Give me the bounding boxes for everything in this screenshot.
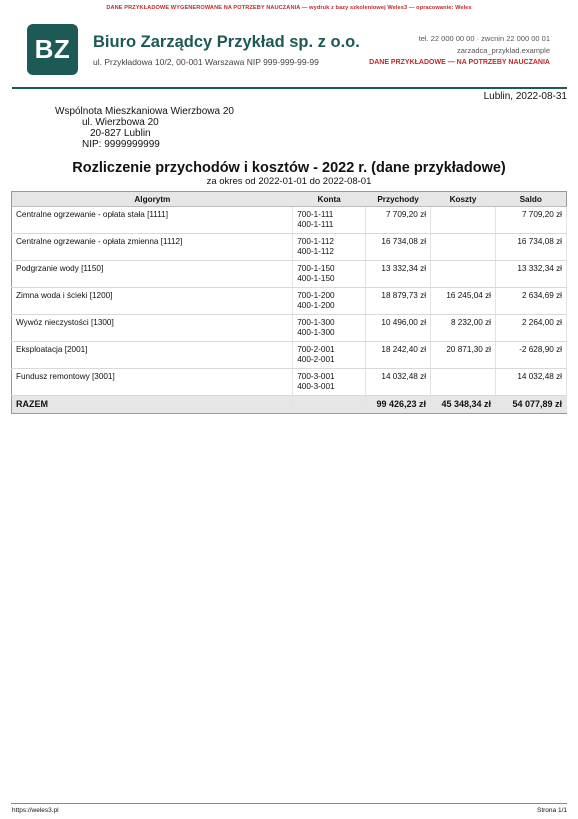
costs-cell: 20 871,30 zł bbox=[431, 342, 496, 369]
account-number: 700-1-300 bbox=[297, 318, 335, 327]
table-row bbox=[12, 315, 567, 342]
sample-data-banner: DANE PRZYKŁADOWE WYGENEROWANE NA POTRZEBY NAUCZANIA — wydruk z bazy szkoleniowej Weles3 — opracowanie: Weles bbox=[106, 5, 472, 11]
account-number: 700-1-111 bbox=[297, 210, 334, 219]
company-logo bbox=[27, 24, 78, 75]
recipient-name: Wspólnota Mieszkaniowa Wierzbowa 20 bbox=[55, 106, 234, 117]
account-number: 700-1-200 bbox=[297, 291, 335, 300]
accounts-cell bbox=[293, 234, 366, 261]
algorithm-cell: Eksploatacja [2001] bbox=[12, 342, 293, 369]
algorithm-cell: Podgrzanie wody [1150] bbox=[12, 261, 293, 288]
firm-contact-block bbox=[360, 33, 550, 69]
algorithm-cell: Fundusz remontowy [3001] bbox=[12, 369, 293, 396]
total-row bbox=[12, 396, 567, 414]
balance-cell: 14 032,48 zł bbox=[496, 369, 567, 396]
column-header-algorithm: Algorytm bbox=[12, 192, 293, 207]
firm-name: Biuro Zarządcy Przykład sp. z o.o. bbox=[93, 33, 360, 51]
table-row bbox=[12, 261, 567, 288]
costs-cell bbox=[431, 207, 496, 234]
table-row bbox=[12, 234, 567, 261]
income-cell: 18 242,40 zł bbox=[366, 342, 431, 369]
account-number: 400-1-150 bbox=[297, 274, 335, 283]
recipient-nip: NIP: 9999999999 bbox=[82, 139, 160, 150]
accounts-cell bbox=[293, 207, 366, 234]
total-income: 99 426,23 zł bbox=[366, 396, 431, 414]
table-row bbox=[12, 207, 567, 234]
income-cell: 14 032,48 zł bbox=[366, 369, 431, 396]
report-title: Rozliczenie przychodów i kosztów - 2022 r. (dane przykładowe) bbox=[72, 160, 506, 176]
costs-cell bbox=[431, 234, 496, 261]
recipient-street: ul. Wierzbowa 20 bbox=[82, 117, 159, 128]
table-row bbox=[12, 288, 567, 315]
income-cell: 7 709,20 zł bbox=[366, 207, 431, 234]
balance-cell: 13 332,34 zł bbox=[496, 261, 567, 288]
column-header-accounts: Konta bbox=[293, 192, 366, 207]
costs-cell: 16 245,04 zł bbox=[431, 288, 496, 315]
income-cell: 13 332,34 zł bbox=[366, 261, 431, 288]
accounts-cell bbox=[293, 315, 366, 342]
algorithm-cell: Centralne ogrzewanie - opłata stała [1111] bbox=[12, 207, 293, 234]
costs-cell: 8 232,00 zł bbox=[431, 315, 496, 342]
sample-notice: DANE PRZYKŁADOWE — NA POTRZEBY NAUCZANIA bbox=[369, 59, 550, 66]
account-number: 400-2-001 bbox=[297, 355, 335, 364]
algorithm-cell: Centralne ogrzewanie - opłata zmienna [1112] bbox=[12, 234, 293, 261]
balance-cell: 16 734,08 zł bbox=[496, 234, 567, 261]
balance-cell: -2 628,90 zł bbox=[496, 342, 567, 369]
account-number: 400-1-300 bbox=[297, 328, 335, 337]
account-number: 700-1-150 bbox=[297, 264, 335, 273]
account-number: 400-1-111 bbox=[297, 220, 334, 229]
balance-cell: 2 634,69 zł bbox=[496, 288, 567, 315]
account-number: 400-1-200 bbox=[297, 301, 335, 310]
costs-cell bbox=[431, 261, 496, 288]
page-number: Strona 1/1 bbox=[537, 807, 567, 814]
algorithm-cell: Wywóz nieczystości [1300] bbox=[12, 315, 293, 342]
total-accounts-cell bbox=[293, 396, 366, 414]
table-row bbox=[12, 342, 567, 369]
place-date: Lublin, 2022-08-31 bbox=[483, 91, 567, 102]
accounts-cell bbox=[293, 288, 366, 315]
column-header-costs: Koszty bbox=[431, 192, 496, 207]
account-number: 400-3-001 bbox=[297, 382, 335, 391]
total-costs: 45 348,34 zł bbox=[431, 396, 496, 414]
settlement-table bbox=[11, 191, 567, 414]
balance-cell: 2 264,00 zł bbox=[496, 315, 567, 342]
email-line: zarzadca_przyklad.example bbox=[457, 46, 550, 55]
report-period: za okres od 2022-01-01 do 2022-08-01 bbox=[206, 176, 372, 187]
table-header-row bbox=[12, 192, 567, 207]
balance-cell: 7 709,20 zł bbox=[496, 207, 567, 234]
logo-text: BZ bbox=[34, 34, 71, 64]
income-cell: 16 734,08 zł bbox=[366, 234, 431, 261]
footer-divider bbox=[11, 803, 567, 804]
recipient-block bbox=[55, 106, 234, 150]
contact-line: tel. 22 000 00 00 · zwcnin 22 000 00 01 bbox=[418, 34, 550, 43]
column-header-balance: Saldo bbox=[496, 192, 567, 207]
account-number: 700-2-001 bbox=[297, 345, 335, 354]
algorithm-cell: Zimna woda i ścieki [1200] bbox=[12, 288, 293, 315]
account-number: 700-1-112 bbox=[297, 237, 334, 246]
accounts-cell bbox=[293, 342, 366, 369]
footer-url[interactable]: https://weles3.pl bbox=[12, 807, 59, 814]
recipient-city: 20-827 Lublin bbox=[90, 128, 151, 139]
column-header-income: Przychody bbox=[366, 192, 431, 207]
table-row bbox=[12, 369, 567, 396]
costs-cell bbox=[431, 369, 496, 396]
firm-address: ul. Przykładowa 10/2, 00-001 Warszawa NIP 999-999-99-99 bbox=[93, 57, 319, 67]
account-number: 700-3-001 bbox=[297, 372, 335, 381]
income-cell: 10 496,00 zł bbox=[366, 315, 431, 342]
income-cell: 18 879,73 zł bbox=[366, 288, 431, 315]
total-label: RAZEM bbox=[12, 396, 293, 414]
header-divider bbox=[12, 87, 567, 89]
accounts-cell bbox=[293, 369, 366, 396]
total-balance: 54 077,89 zł bbox=[496, 396, 567, 414]
accounts-cell bbox=[293, 261, 366, 288]
account-number: 400-1-112 bbox=[297, 247, 334, 256]
